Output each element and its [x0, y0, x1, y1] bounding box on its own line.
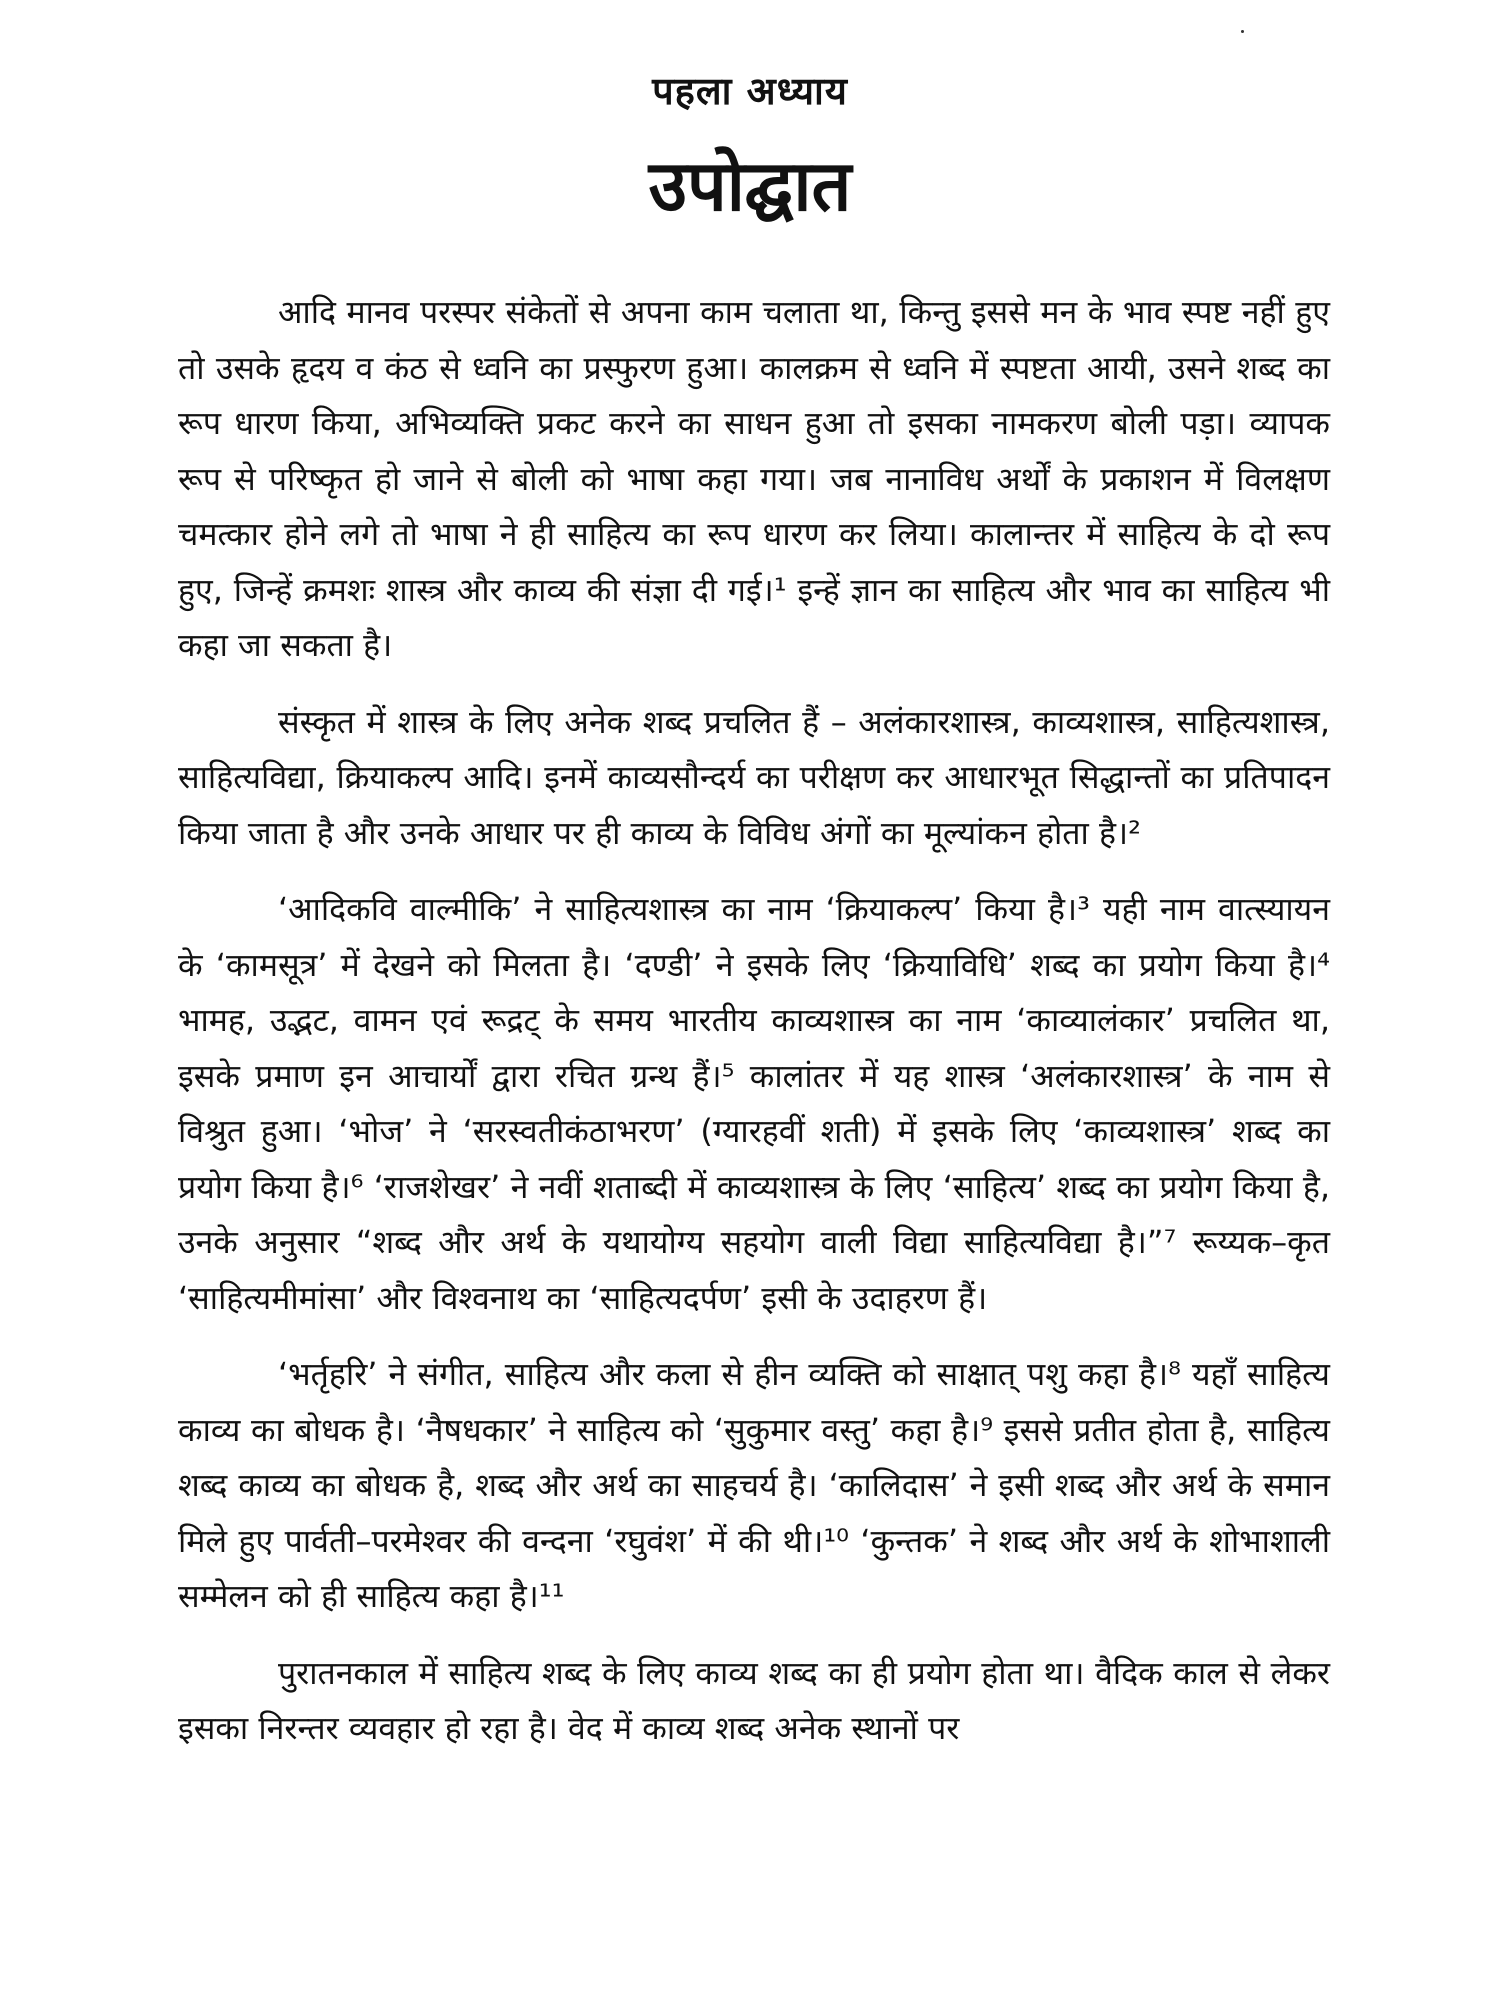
chapter-label: पहला अध्याय — [652, 69, 848, 113]
chapter-title: उपोद्घात — [648, 145, 852, 227]
paragraph-4: ‘भर्तृहरि’ ने संगीत, साहित्य और कला से हीन व्यक्ति को साक्षात् पशु कहा है।⁸ यहाँ साहित्य काव्य का बोधक है। ‘नैषधकार’ ने साहित्य को ‘सुकुमार वस्तु’ कहा है।⁹ इससे प्रतीत होता है, साहित्य शब्द काव्य का बोधक है, शब्द और अर्थ का साहचर्य है। ‘कालिदास’ ने इसी शब्द और अर्थ के समान मिले हुए पार्वती–परमेश्वर की वन्दना ‘रघुवंश’ में की थी।¹⁰ ‘कुन्तक’ ने शब्द और अर्थ के शोभाशाली सम्मेलन को ही साहित्य कहा है।¹¹ — [178, 1355, 1330, 1615]
paragraph-2: संस्कृत में शास्त्र के लिए अनेक शब्द प्रचलित हैं – अलंकारशास्त्र, काव्यशास्त्र, साहित्यशास्त्र, साहित्यविद्या, क्रियाकल्प आदि। इनमें काव्यसौन्दर्य का परीक्षण कर आधारभूत सिद्धान्तों का प्रतिपादन किया जाता है और उनके आधार पर ही काव्य के विविध अंगों का मूल्यांकन होता है।² — [178, 702, 1330, 852]
chapter-body — [178, 285, 1330, 1757]
paragraph-3: ‘आदिकवि वाल्मीकि’ ने साहित्यशास्त्र का नाम ‘क्रियाकल्प’ किया है।³ यही नाम वात्स्यायन के ‘कामसूत्र’ में देखने को मिलता है। ‘दण्डी’ ने इसके लिए ‘क्रियाविधि’ शब्द का प्रयोग किया है।⁴ भामह, उद्भट, वामन एवं रूद्रट् के समय भारतीय काव्यशास्त्र का नाम ‘काव्यालंकार’ प्रचलित था, इसके प्रमाण इन आचार्यों द्वारा रचित ग्रन्थ हैं।⁵ कालांतर में यह शास्त्र ‘अलंकारशास्त्र’ के नाम से विश्रुत हुआ। ‘भोज’ ने ‘सरस्वतीकंठाभरण’ (ग्यारहवीं शती) में इसके लिए ‘काव्यशास्त्र’ शब्द का प्रयोग किया है।⁶ ‘राजशेखर’ ने नवीं शताब्दी में काव्यशास्त्र के लिए ‘साहित्य’ शब्द का प्रयोग किया है, उनके अनुसार “शब्द और अर्थ के यथायोग्य सहयोग वाली विद्या साहित्यविद्या है।”⁷ रूय्यक–कृत ‘साहित्यमीमांसा’ और विश्वनाथ का ‘साहित्यदर्पण’ इसी के उदाहरण हैं। — [178, 890, 1330, 1317]
paragraph-1: आदि मानव परस्पर संकेतों से अपना काम चलाता था, किन्तु इससे मन के भाव स्पष्ट नहीं हुए तो उसके हृदय व कंठ से ध्वनि का प्रस्फुरण हुआ। कालक्रम से ध्वनि में स्पष्टता आयी, उसने शब्द का रूप धारण किया, अभिव्यक्ति प्रकट करने का साधन हुआ तो इसका नामकरण बोली पड़ा। व्यापक रूप से परिष्कृत हो जाने से बोली को भाषा कहा गया। जब नानाविध अर्थों के प्रकाशन में विलक्षण चमत्कार होने लगे तो भाषा ने ही साहित्य का रूप धारण कर लिया। कालान्तर में साहित्य के दो रूप हुए, जिन्हें क्रमशः शास्त्र और काव्य की संज्ञा दी गई।¹ इन्हें ज्ञान का साहित्य और भाव का साहित्य भी कहा जा सकता है। — [178, 293, 1330, 664]
scan-speck — [1241, 30, 1244, 33]
paragraph-5: पुरातनकाल में साहित्य शब्द के लिए काव्य शब्द का ही प्रयोग होता था। वैदिक काल से लेकर इसका निरन्तर व्यवहार हो रहा है। वेद में काव्य शब्द अनेक स्थानों पर — [178, 1653, 1330, 1747]
